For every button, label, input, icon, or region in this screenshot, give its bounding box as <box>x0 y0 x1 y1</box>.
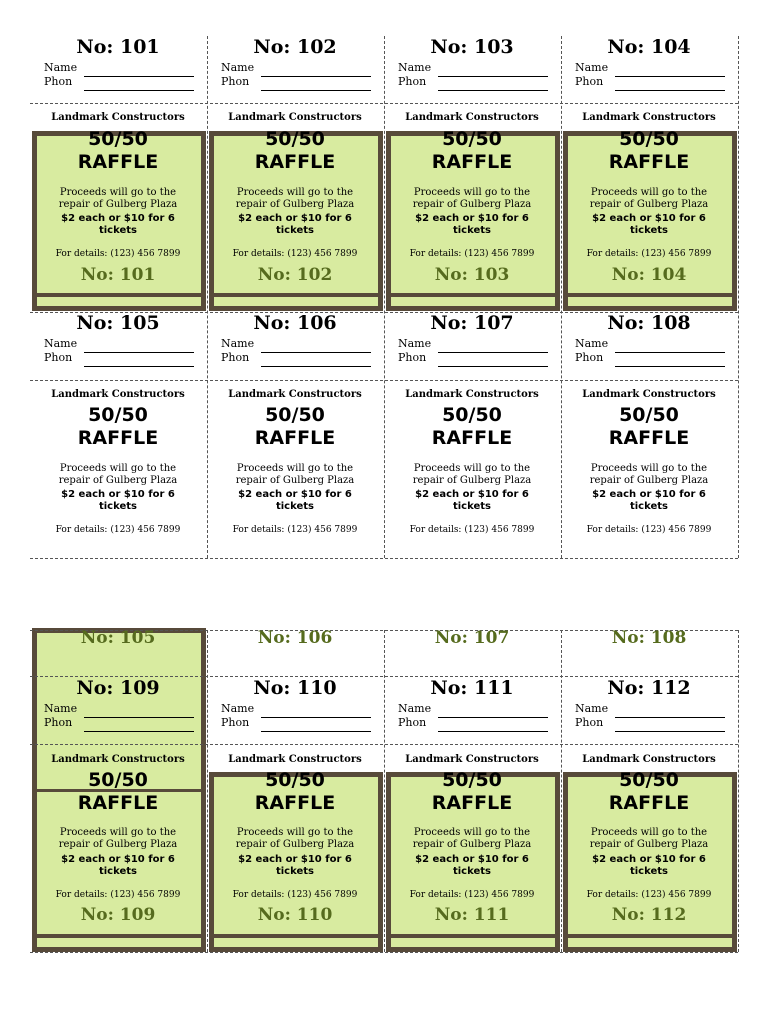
ticket-103-band <box>386 293 560 297</box>
price-text: $2 each or $10 for 6 tickets <box>238 854 352 877</box>
ticket-number: No: 109 <box>80 905 156 925</box>
company-name: Landmark Constructors <box>51 754 185 765</box>
proceeds-line1: Proceeds will go to the <box>59 187 177 198</box>
proceeds-line2: repair of Gulberg Plaza <box>412 475 532 486</box>
ticket-number: No: 102 <box>257 265 333 285</box>
proceeds-line1: Proceeds will go to the <box>59 463 177 474</box>
company-name: Landmark Constructors <box>51 112 185 123</box>
raffle-title-line2: RAFFLE <box>77 151 159 173</box>
proceeds-line2: repair of Gulberg Plaza <box>589 199 709 210</box>
name-field[interactable] <box>261 717 371 718</box>
proceeds-line1: Proceeds will go to the <box>413 827 531 838</box>
ticket-number-106: No: 106 <box>257 628 333 648</box>
raffle-title-line1: 50/50 <box>619 404 679 426</box>
price-text: $2 each or $10 for 6 tickets <box>592 489 706 512</box>
proceeds-line1: Proceeds will go to the <box>590 187 708 198</box>
proceeds-line1: Proceeds will go to the <box>590 463 708 474</box>
contact-details: For details: (123) 456 7899 <box>586 890 712 900</box>
contact-details: For details: (123) 456 7899 <box>409 249 535 259</box>
raffle-title-line2: RAFFLE <box>77 792 159 814</box>
phone-label: Phon <box>221 716 250 729</box>
name-label: Name <box>44 61 78 74</box>
ticket-number: No: 110 <box>257 905 333 925</box>
phone-field[interactable] <box>261 90 371 91</box>
raffle-title-line1: 50/50 <box>619 769 679 791</box>
phone-field[interactable] <box>261 731 371 732</box>
raffle-title-line1: 50/50 <box>265 128 325 150</box>
price-text: $2 each or $10 for 6 tickets <box>415 489 529 512</box>
name-field[interactable] <box>84 717 194 718</box>
stub-number: No: 107 <box>430 312 514 334</box>
name-label: Name <box>44 702 78 715</box>
name-label: Name <box>221 702 255 715</box>
name-field[interactable] <box>438 76 548 77</box>
proceeds-line2: repair of Gulberg Plaza <box>235 199 355 210</box>
contact-details: For details: (123) 456 7899 <box>586 249 712 259</box>
company-name: Landmark Constructors <box>228 389 362 400</box>
company-name: Landmark Constructors <box>228 112 362 123</box>
proceeds-line2: repair of Gulberg Plaza <box>58 839 178 850</box>
phone-label: Phon <box>44 716 73 729</box>
phone-label: Phon <box>575 75 604 88</box>
name-label: Name <box>44 337 78 350</box>
name-field[interactable] <box>615 717 725 718</box>
phone-field[interactable] <box>438 366 548 367</box>
contact-details: For details: (123) 456 7899 <box>232 249 358 259</box>
stub-number: No: 101 <box>76 36 160 58</box>
ticket-number: No: 104 <box>611 265 687 285</box>
stub-number: No: 103 <box>430 36 514 58</box>
phone-field[interactable] <box>438 90 548 91</box>
stub-number: No: 109 <box>76 677 160 699</box>
name-field[interactable] <box>84 76 194 77</box>
phone-label: Phon <box>575 351 604 364</box>
stub-number: No: 106 <box>253 312 337 334</box>
raffle-title-line1: 50/50 <box>88 128 148 150</box>
name-label: Name <box>575 61 609 74</box>
ticket-102-band <box>209 293 383 297</box>
phone-label: Phon <box>44 75 73 88</box>
name-label: Name <box>398 61 432 74</box>
ticket-number-108: No: 108 <box>611 628 687 648</box>
phone-field[interactable] <box>261 366 371 367</box>
phone-label: Phon <box>575 716 604 729</box>
proceeds-line2: repair of Gulberg Plaza <box>589 475 709 486</box>
stub-number: No: 108 <box>607 312 691 334</box>
phone-label: Phon <box>398 75 427 88</box>
phone-field[interactable] <box>615 366 725 367</box>
cut-line <box>30 558 738 559</box>
raffle-title-line1: 50/50 <box>442 769 502 791</box>
contact-details: For details: (123) 456 7899 <box>232 890 358 900</box>
name-field[interactable] <box>615 352 725 353</box>
price-text: $2 each or $10 for 6 tickets <box>415 213 529 236</box>
company-name: Landmark Constructors <box>405 754 539 765</box>
company-name: Landmark Constructors <box>582 112 716 123</box>
name-field[interactable] <box>438 717 548 718</box>
ticket-101-band <box>32 293 206 297</box>
raffle-title-line2: RAFFLE <box>608 427 690 449</box>
company-name: Landmark Constructors <box>582 389 716 400</box>
name-label: Name <box>398 337 432 350</box>
name-field[interactable] <box>84 352 194 353</box>
phone-label: Phon <box>44 351 73 364</box>
name-field[interactable] <box>261 76 371 77</box>
name-label: Name <box>221 337 255 350</box>
phone-field[interactable] <box>84 731 194 732</box>
price-text: $2 each or $10 for 6 tickets <box>415 854 529 877</box>
ticket-number: No: 101 <box>80 265 156 285</box>
contact-details: For details: (123) 456 7899 <box>55 249 181 259</box>
proceeds-line1: Proceeds will go to the <box>236 463 354 474</box>
raffle-title-line1: 50/50 <box>88 404 148 426</box>
raffle-title-line1: 50/50 <box>88 769 148 791</box>
ticket-number: No: 111 <box>434 905 510 925</box>
raffle-title-line2: RAFFLE <box>431 427 513 449</box>
company-name: Landmark Constructors <box>582 754 716 765</box>
raffle-title-line1: 50/50 <box>619 128 679 150</box>
contact-details: For details: (123) 456 7899 <box>586 525 712 535</box>
name-field[interactable] <box>615 76 725 77</box>
name-label: Name <box>398 702 432 715</box>
raffle-title-line2: RAFFLE <box>608 151 690 173</box>
raffle-title-line1: 50/50 <box>442 404 502 426</box>
proceeds-line2: repair of Gulberg Plaza <box>235 475 355 486</box>
phone-field[interactable] <box>84 366 194 367</box>
proceeds-line1: Proceeds will go to the <box>236 187 354 198</box>
phone-field[interactable] <box>615 90 725 91</box>
company-name: Landmark Constructors <box>405 112 539 123</box>
raffle-title-line2: RAFFLE <box>254 792 336 814</box>
phone-label: Phon <box>398 716 427 729</box>
stub-number: No: 112 <box>607 677 691 699</box>
contact-details: For details: (123) 456 7899 <box>55 890 181 900</box>
proceeds-line2: repair of Gulberg Plaza <box>58 475 178 486</box>
raffle-title-line2: RAFFLE <box>254 151 336 173</box>
company-name: Landmark Constructors <box>228 754 362 765</box>
raffle-title-line2: RAFFLE <box>431 792 513 814</box>
proceeds-line1: Proceeds will go to the <box>590 827 708 838</box>
contact-details: For details: (123) 456 7899 <box>232 525 358 535</box>
price-text: $2 each or $10 for 6 tickets <box>592 854 706 877</box>
stub-number: No: 110 <box>253 677 337 699</box>
cut-line <box>30 952 738 953</box>
stub-number: No: 102 <box>253 36 337 58</box>
price-text: $2 each or $10 for 6 tickets <box>592 213 706 236</box>
ticket-number: No: 112 <box>611 905 687 925</box>
proceeds-line2: repair of Gulberg Plaza <box>589 839 709 850</box>
contact-details: For details: (123) 456 7899 <box>409 525 535 535</box>
raffle-title-line1: 50/50 <box>265 769 325 791</box>
phone-field[interactable] <box>84 90 194 91</box>
phone-label: Phon <box>221 351 250 364</box>
company-name: Landmark Constructors <box>405 389 539 400</box>
phone-label: Phon <box>221 75 250 88</box>
stub-number: No: 111 <box>430 677 514 699</box>
stub-number: No: 104 <box>607 36 691 58</box>
name-field[interactable] <box>261 352 371 353</box>
company-name: Landmark Constructors <box>51 389 185 400</box>
cut-line <box>738 36 739 558</box>
proceeds-line1: Proceeds will go to the <box>236 827 354 838</box>
proceeds-line1: Proceeds will go to the <box>413 463 531 474</box>
ticket-number: No: 103 <box>434 265 510 285</box>
name-label: Name <box>575 337 609 350</box>
proceeds-line2: repair of Gulberg Plaza <box>412 839 532 850</box>
price-text: $2 each or $10 for 6 tickets <box>238 213 352 236</box>
phone-label: Phon <box>398 351 427 364</box>
cut-line <box>738 630 739 952</box>
contact-details: For details: (123) 456 7899 <box>409 890 535 900</box>
raffle-title-line2: RAFFLE <box>431 151 513 173</box>
price-text: $2 each or $10 for 6 tickets <box>61 854 175 877</box>
ticket-110-band <box>209 934 383 938</box>
price-text: $2 each or $10 for 6 tickets <box>61 213 175 236</box>
contact-details: For details: (123) 456 7899 <box>55 525 181 535</box>
proceeds-line2: repair of Gulberg Plaza <box>412 199 532 210</box>
proceeds-line1: Proceeds will go to the <box>413 187 531 198</box>
raffle-title-line2: RAFFLE <box>77 427 159 449</box>
raffle-title-line2: RAFFLE <box>608 792 690 814</box>
name-field[interactable] <box>438 352 548 353</box>
name-label: Name <box>575 702 609 715</box>
stub-number: No: 105 <box>76 312 160 334</box>
phone-field[interactable] <box>615 731 725 732</box>
raffle-title-line2: RAFFLE <box>254 427 336 449</box>
phone-field[interactable] <box>438 731 548 732</box>
ticket-112-band <box>563 934 737 938</box>
price-text: $2 each or $10 for 6 tickets <box>61 489 175 512</box>
ticket-109-band <box>32 934 206 938</box>
price-text: $2 each or $10 for 6 tickets <box>238 489 352 512</box>
ticket-111-band <box>386 934 560 938</box>
ticket-number-105: No: 105 <box>80 628 156 648</box>
raffle-title-line1: 50/50 <box>265 404 325 426</box>
proceeds-line2: repair of Gulberg Plaza <box>58 199 178 210</box>
proceeds-line2: repair of Gulberg Plaza <box>235 839 355 850</box>
proceeds-line1: Proceeds will go to the <box>59 827 177 838</box>
raffle-title-line1: 50/50 <box>442 128 502 150</box>
ticket-104-band <box>563 293 737 297</box>
name-label: Name <box>221 61 255 74</box>
ticket-number-107: No: 107 <box>434 628 510 648</box>
